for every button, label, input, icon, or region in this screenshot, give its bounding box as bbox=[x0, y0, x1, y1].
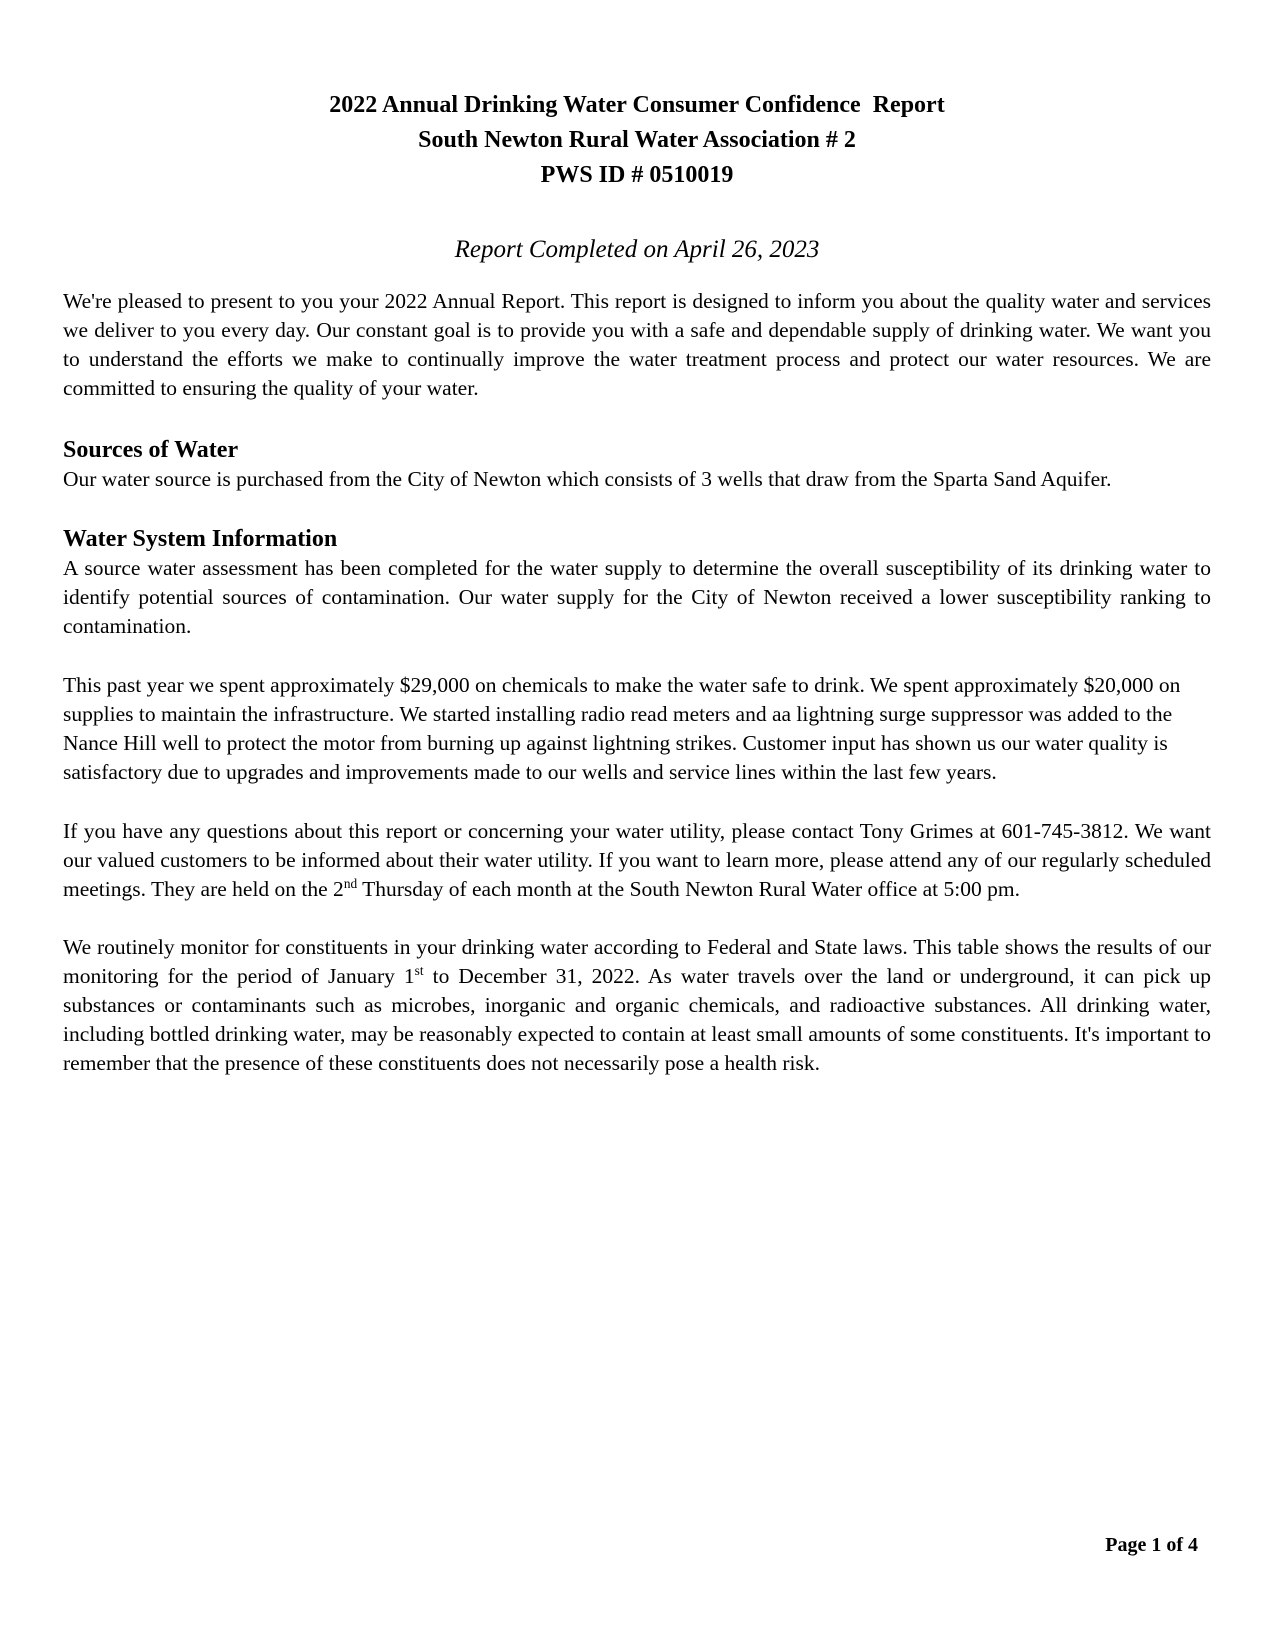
investments-paragraph bbox=[63, 671, 1211, 787]
report-completed-date: Report Completed on April 26, 2023 bbox=[454, 236, 820, 263]
contact-text-after: Thursday of each month at the South Newton Rural Water office at 5:00 pm. bbox=[357, 877, 1020, 901]
report-title-line-1: 2022 Annual Drinking Water Consumer Confidence Report bbox=[329, 92, 945, 118]
contact-text-before: If you have any questions about this report or concerning your water utility, please contact Tony Grimes at 601-745-3812. We want our valued customers to be informed about their water utility. If you want to learn more, please attend any of our regularly scheduled meetings. They are held on the 2 bbox=[63, 819, 1211, 901]
ordinal-suffix-nd: nd bbox=[343, 875, 358, 891]
monitoring-text-before: We routinely monitor for constituents in your drinking water according to Federal and State laws. This table shows the results of our monitoring for the period of January 1 bbox=[63, 935, 1211, 988]
report-title-block bbox=[63, 88, 1211, 193]
report-title-line-2: South Newton Rural Water Association # 2 bbox=[418, 127, 856, 153]
heading-sources-of-water: Sources of Water bbox=[63, 437, 239, 463]
contact-paragraph bbox=[63, 817, 1211, 904]
water-assessment-paragraph: A source water assessment has been completed for the water supply to determine the overall susceptibility of its drinking water to identify potential sources of contamination. Our water supply for the City of Newton received a lower susceptibility ranking to contamination. bbox=[63, 556, 1211, 638]
monitoring-paragraph bbox=[63, 933, 1211, 1078]
monitoring-text-after: to December 31, 2022. As water travels over the land or underground, it can pick up substances or contaminants such as microbes, inorganic and organic chemicals, and radioactive substances. All drinking water, including bottled drinking water, may be reasonably expected to contain at least small amounts of some constituents. It's important to remember that the presence of these constituents does not necessarily pose a health risk. bbox=[63, 964, 1211, 1075]
heading-water-system-information: Water System Information bbox=[63, 526, 338, 552]
report-title-line-3: PWS ID # 0510019 bbox=[540, 162, 734, 188]
ordinal-suffix-st: st bbox=[414, 962, 424, 978]
intro-paragraph: We're pleased to present to you your 2022 Annual Report. This report is designed to inform you about the quality water and services we deliver to you every day. Our constant goal is to provide you with a safe and dependable supply of drinking water. We want you to understand the efforts we make to continually improve the water treatment process and protect our water resources. We are committed to ensuring the quality of your water. bbox=[63, 289, 1211, 400]
investments-text: This past year we spent approximately $29,000 on chemicals to make the water safe to drink. We spent approximately $20,000 on supplies to maintain the infrastructure. We started installing radio read meters and aa lightning surge suppressor was added to the Nance Hill well to protect the motor from burning up against lightning strikes. Customer input has shown us our water quality is satisfactory due to upgrades and improvements made to our wells and service lines within the last few years. bbox=[63, 673, 1181, 784]
sources-paragraph: Our water source is purchased from the City of Newton which consists of 3 wells that draw from the Sparta Sand Aquifer. bbox=[63, 467, 1112, 491]
page-number-label: Page 1 of 4 bbox=[1105, 1534, 1198, 1556]
